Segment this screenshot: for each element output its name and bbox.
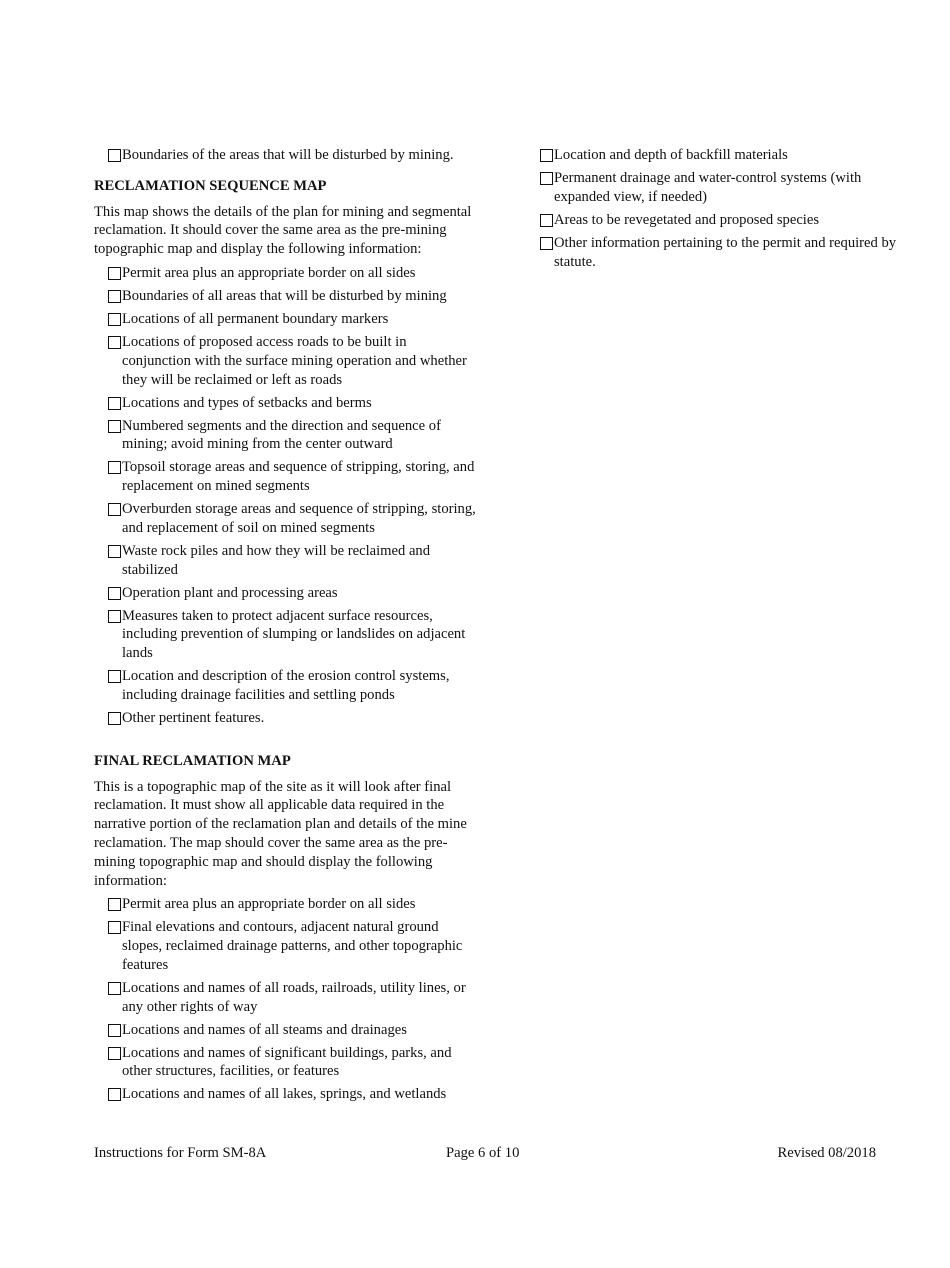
checklist-item bbox=[108, 584, 476, 603]
checkbox-icon[interactable] bbox=[108, 290, 121, 303]
checklist-item bbox=[540, 146, 915, 165]
checklist-item bbox=[108, 500, 476, 538]
checkbox-icon[interactable] bbox=[108, 149, 121, 162]
checkbox-icon[interactable] bbox=[108, 545, 121, 558]
checklist-item bbox=[108, 310, 476, 329]
checklist-item bbox=[108, 1044, 476, 1082]
checklist-item-text: Locations and types of setbacks and berms bbox=[122, 394, 372, 411]
checklist-item bbox=[108, 264, 476, 283]
checklist-item bbox=[108, 607, 476, 663]
checkbox-icon[interactable] bbox=[108, 267, 121, 280]
checkbox-icon[interactable] bbox=[108, 420, 121, 433]
continued-checklist bbox=[94, 146, 476, 165]
checkbox-icon[interactable] bbox=[108, 1047, 121, 1060]
right-column bbox=[540, 146, 915, 276]
checklist-item-text: Permit area plus an appropriate border on all sides bbox=[122, 896, 416, 913]
final-reclamation-intro: This is a topographic map of the site as it will look after final reclamation. It must show all applicable data required in the narrative portion of the reclamation plan and details of the mine reclamation. The map should cover the same area as the pre-mining topographic map and should display the following information: bbox=[94, 778, 467, 889]
checklist-item-text: Locations and names of all roads, railroads, utility lines, or any other rights of way bbox=[122, 979, 466, 1015]
left-column bbox=[94, 146, 476, 1108]
checklist-item-text: Locations and names of all steams and drainages bbox=[122, 1021, 407, 1038]
final-reclamation-checklist-continued bbox=[540, 146, 915, 271]
checklist-item bbox=[108, 709, 476, 728]
footer-revision-date: Revised 08/2018 bbox=[777, 1145, 876, 1161]
checklist-item-text: Other information pertaining to the permit and required by statute. bbox=[554, 234, 897, 270]
checklist-item bbox=[108, 417, 476, 455]
checkbox-icon[interactable] bbox=[540, 214, 553, 227]
checklist-item-text: Locations of all permanent boundary markers bbox=[122, 310, 389, 327]
checkbox-icon[interactable] bbox=[108, 712, 121, 725]
checklist-item bbox=[540, 169, 915, 207]
checklist-item-text: Final elevations and contours, adjacent natural ground slopes, reclaimed drainage patterns, and other topographic features bbox=[122, 919, 463, 973]
reclamation-sequence-intro: This map shows the details of the plan for mining and segmental reclamation. It should cover the same area as the pre-mining topographic map and display the following information: bbox=[94, 203, 472, 258]
checklist-item-text: Location and description of the erosion control systems, including drainage facilities and settling ponds bbox=[122, 668, 450, 703]
checklist-item bbox=[108, 287, 476, 306]
reclamation-sequence-heading: RECLAMATION SEQUENCE MAP bbox=[94, 177, 327, 194]
checklist-item bbox=[108, 333, 476, 389]
checklist-item-text: Location and depth of backfill materials bbox=[554, 147, 788, 163]
checklist-item bbox=[108, 458, 476, 496]
checkbox-icon[interactable] bbox=[108, 610, 121, 623]
checklist-item-text: Areas to be revegetated and proposed species bbox=[554, 211, 820, 228]
checklist-item-text: Waste rock piles and how they will be reclaimed and stabilized bbox=[122, 542, 431, 578]
reclamation-sequence-checklist bbox=[94, 264, 476, 728]
page-footer bbox=[94, 1144, 876, 1163]
final-reclamation-heading: FINAL RECLAMATION MAP bbox=[94, 752, 291, 769]
checklist-item bbox=[108, 146, 476, 165]
checkbox-icon[interactable] bbox=[108, 898, 121, 911]
checkbox-icon[interactable] bbox=[108, 336, 121, 349]
checklist-item-text: Operation plant and processing areas bbox=[122, 584, 338, 601]
checklist-item bbox=[540, 234, 915, 272]
checklist-item bbox=[540, 211, 915, 230]
final-reclamation-checklist bbox=[94, 895, 476, 1104]
checklist-item bbox=[108, 667, 476, 705]
checklist-item bbox=[108, 1021, 476, 1040]
checklist-item-text: Locations of proposed access roads to be built in conjunction with the surface mining operation and whether they will be reclaimed or left as roads bbox=[122, 333, 467, 388]
checklist-item bbox=[108, 918, 476, 974]
checklist-item-text: Numbered segments and the direction and sequence of mining; avoid mining from the center outward bbox=[122, 417, 441, 453]
checklist-item-text: Topsoil storage areas and sequence of stripping, storing, and replacement on mined segments bbox=[122, 459, 475, 495]
checkbox-icon[interactable] bbox=[108, 503, 121, 516]
footer-form-name: Instructions for Form SM-8A bbox=[94, 1145, 267, 1161]
checklist-item-text: Measures taken to protect adjacent surface resources, including prevention of slumping or landslides on adjacent lands bbox=[122, 607, 466, 662]
checklist-item-text: Locations and names of all lakes, springs, and wetlands bbox=[122, 1086, 447, 1103]
checklist-item-text: Other pertinent features. bbox=[122, 709, 265, 726]
checkbox-icon[interactable] bbox=[540, 172, 553, 185]
checklist-item-text: Boundaries of all areas that will be disturbed by mining bbox=[122, 287, 447, 304]
checkbox-icon[interactable] bbox=[108, 982, 121, 995]
checklist-item bbox=[108, 1085, 476, 1104]
checklist-item-text: Permit area plus an appropriate border on all sides bbox=[122, 264, 416, 281]
footer-page-number: Page 6 of 10 bbox=[446, 1145, 520, 1161]
checklist-item-text: Permanent drainage and water-control systems (with expanded view, if needed) bbox=[554, 169, 862, 205]
checkbox-icon[interactable] bbox=[540, 237, 553, 250]
checkbox-icon[interactable] bbox=[108, 397, 121, 410]
checkbox-icon[interactable] bbox=[108, 670, 121, 683]
checkbox-icon[interactable] bbox=[540, 149, 553, 162]
checkbox-icon[interactable] bbox=[108, 587, 121, 600]
checkbox-icon[interactable] bbox=[108, 313, 121, 326]
checklist-item-text: Locations and names of significant buildings, parks, and other structures, facilities, or features bbox=[122, 1044, 452, 1080]
checkbox-icon[interactable] bbox=[108, 921, 121, 934]
checkbox-icon[interactable] bbox=[108, 1024, 121, 1037]
checklist-item bbox=[108, 394, 476, 413]
checklist-item bbox=[108, 895, 476, 914]
checklist-item bbox=[108, 979, 476, 1017]
checklist-item bbox=[108, 542, 476, 580]
checkbox-icon[interactable] bbox=[108, 1088, 121, 1101]
checklist-item-text: Boundaries of the areas that will be disturbed by mining. bbox=[122, 147, 454, 163]
checklist-item-text: Overburden storage areas and sequence of stripping, storing, and replacement of soil on mined segments bbox=[122, 501, 476, 536]
checkbox-icon[interactable] bbox=[108, 461, 121, 474]
